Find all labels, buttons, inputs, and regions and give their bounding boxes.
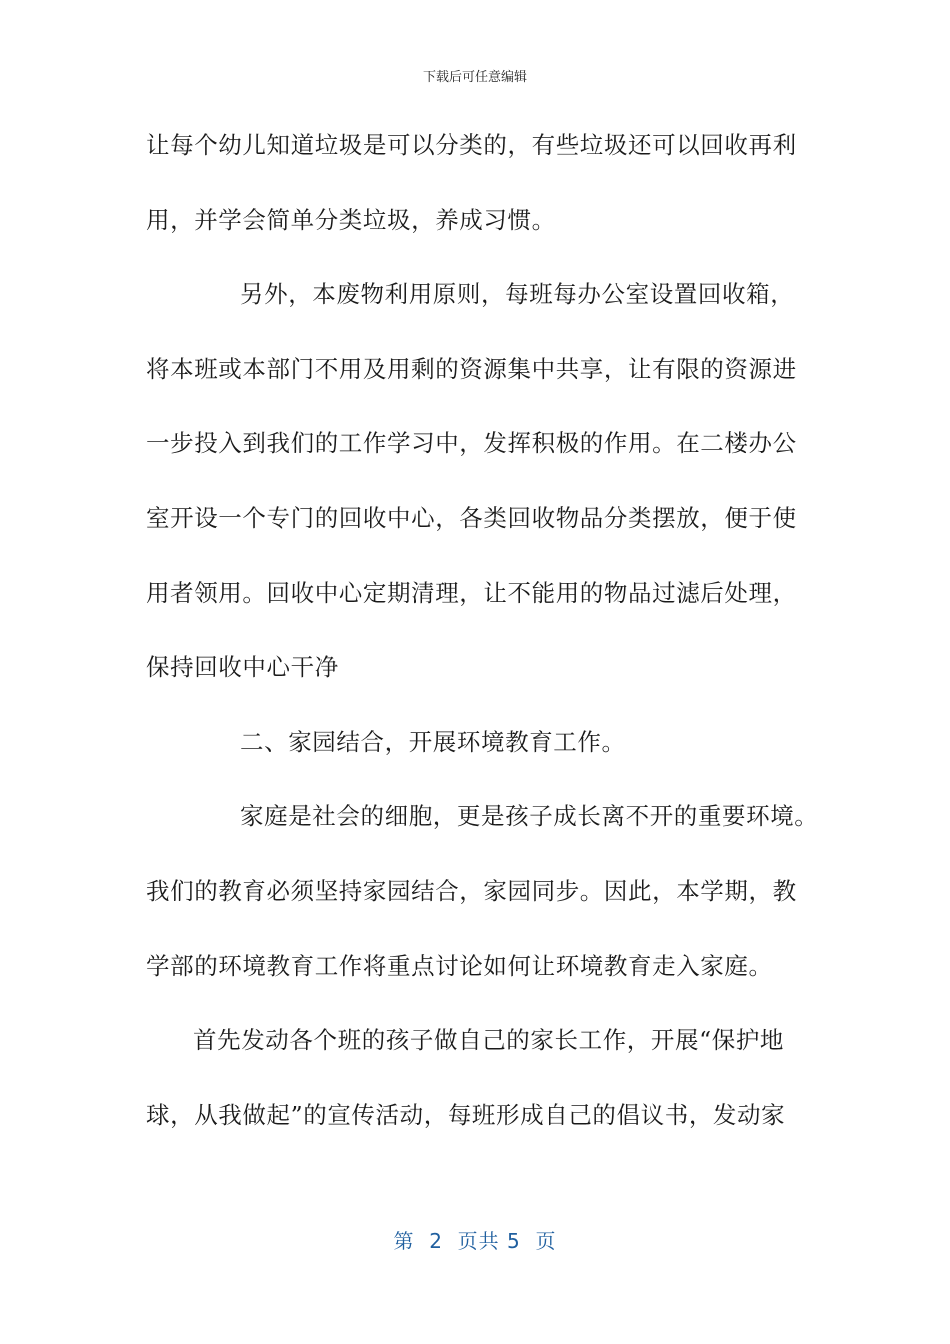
- text-line: 让每个幼儿知道垃圾是可以分类的，有些垃圾还可以回收再利: [146, 131, 797, 159]
- text-line: 用，并学会简单分类垃圾，养成习惯。: [146, 205, 556, 234]
- text-line: 球，从我做起”的宣传活动，每班形成自己的倡议书，发动家: [146, 1100, 786, 1129]
- text-line: 一步投入到我们的工作学习中，发挥积极的作用。在二楼办公: [146, 429, 797, 458]
- text-line: 家庭是社会的细胞，更是孩子成长离不开的重要环境。: [240, 802, 819, 831]
- text-line: 另外，本废物利用原则，每班每办公室设置回收箱，: [240, 280, 795, 309]
- document-body: [146, 125, 819, 1169]
- page-number-label: 第 2 页共 5 页: [393, 1229, 557, 1253]
- text-line: 将本班或本部门不用及用剩的资源集中共享，让有限的资源进: [146, 354, 797, 383]
- text-line: 室开设一个专门的回收中心，各类回收物品分类摆放，便于使: [146, 503, 797, 532]
- text-line: 我们的教育必须坚持家园结合，家园同步。因此，本学期，教: [146, 876, 797, 905]
- section-heading: 二、家园结合，开展环境教育工作。: [240, 727, 626, 756]
- text-line: 保持回收中心干净: [146, 653, 339, 682]
- text-line: 用者领用。回收中心定期清理，让不能用的物品过滤后处理，: [146, 578, 797, 607]
- header-note: 下载后可任意编辑: [422, 70, 527, 85]
- text-line: 学部的环境教育工作将重点讨论如何让环境教育走入家庭。: [146, 951, 773, 980]
- text-line: 首先发动各个班的孩子做自己的家长工作，开展“保护地: [193, 1026, 785, 1055]
- page-number: [0, 1225, 950, 1254]
